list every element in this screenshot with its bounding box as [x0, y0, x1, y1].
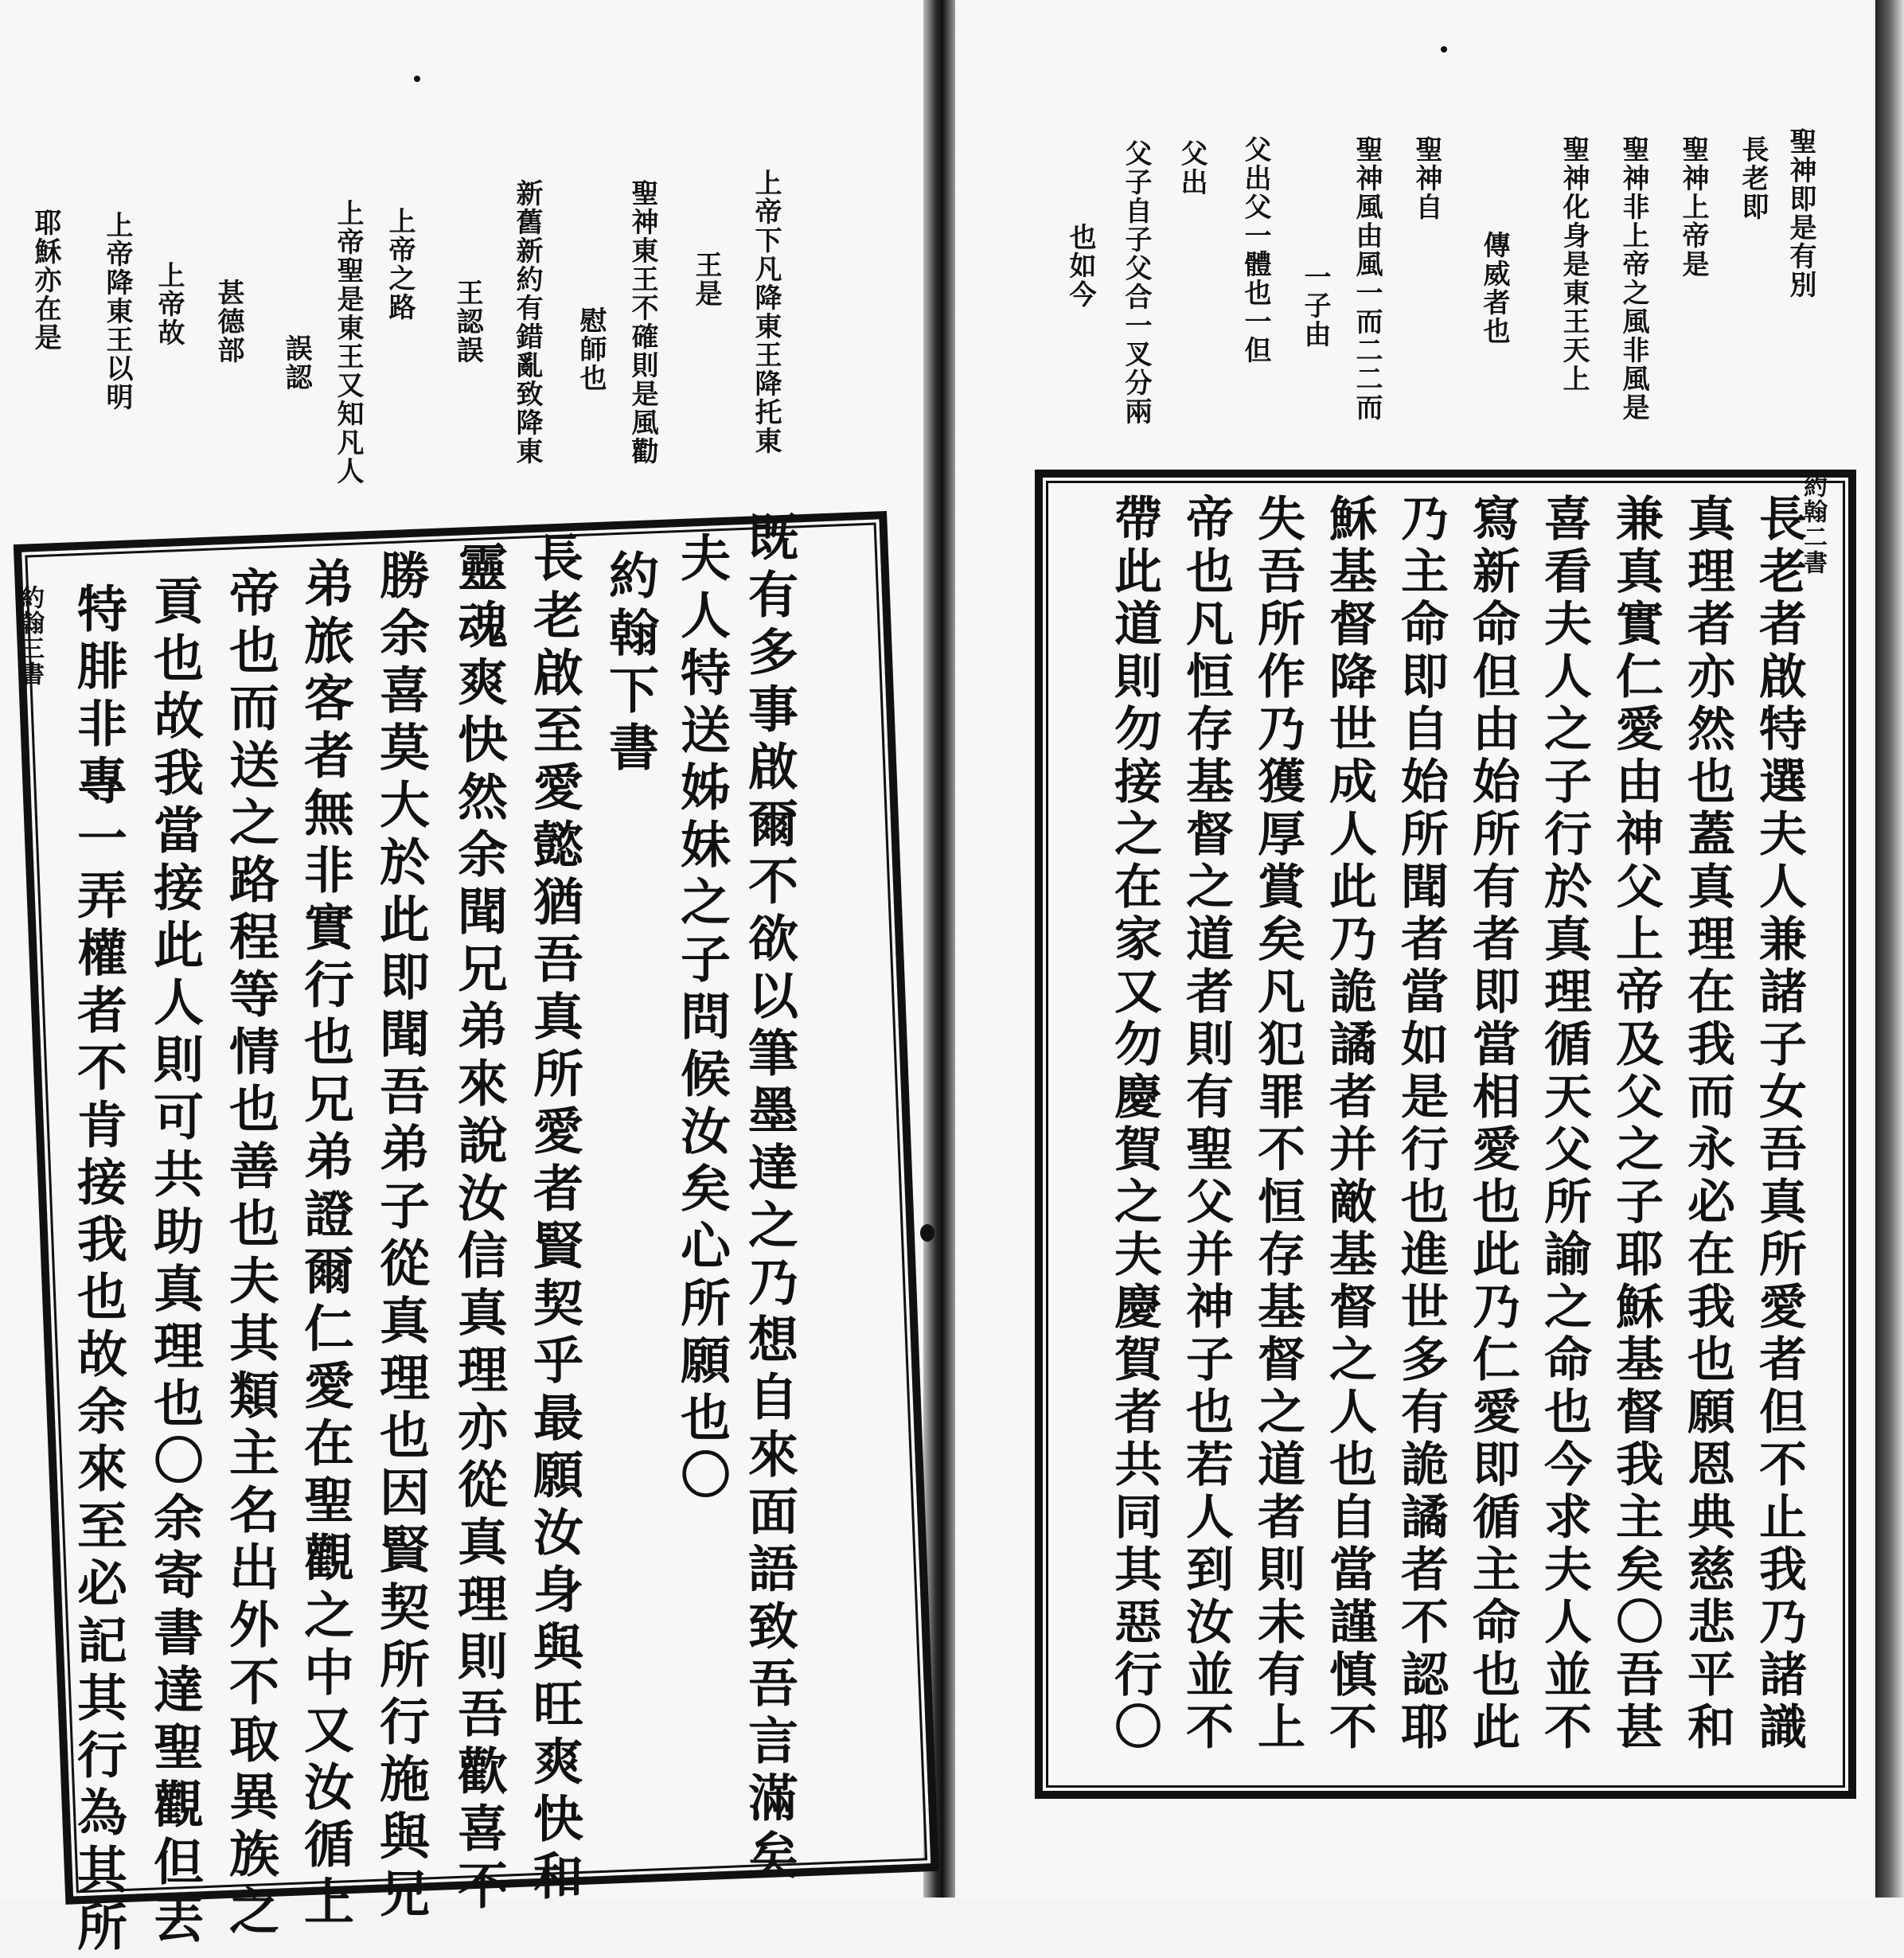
right-annotation: 聖神自 [1410, 135, 1442, 221]
left-main-column: 帝也而送之路程等情也善也夫其類主名出外不取異族之 [221, 567, 280, 1942]
right-annotation: 長老即 [1737, 135, 1769, 221]
left-main-column: 特腓非專一弄權者不肯接我也故余來至必記其行為其所 [69, 583, 128, 1958]
page-edge [1875, 0, 1904, 1898]
left-annotation: 聖神東王不確則是風勸 [626, 179, 658, 466]
left-main-column: 夫人特送姊妹之子問候汝矣心所願也〇 [673, 532, 732, 1506]
left-main-column: 靈魂爽快然余聞兄弟來說汝信真理亦從真理則吾歡喜不 [450, 541, 509, 1917]
left-annotation: 王是 [690, 251, 722, 308]
right-main-column: 兼真實仁愛由神父上帝及父之子耶穌基督我主矣〇吾甚 [1608, 493, 1664, 1754]
ink-speck [414, 76, 420, 82]
right-main-column: 帶此道則勿接之在家又勿慶賀之夫慶賀者共同其惡行〇 [1106, 493, 1162, 1754]
left-main-column: 勝余喜莫大於此即聞吾弟子從真理也因賢契所行施與兄 [372, 549, 431, 1925]
right-annotation: 也如今 [1064, 223, 1096, 309]
left-annotation: 上帝聖是東王又知凡人 [332, 199, 364, 486]
right-annotation: 聖神上帝是 [1677, 135, 1709, 279]
ink-speck [1441, 46, 1447, 53]
left-annotation: 耶穌亦在是 [29, 209, 61, 352]
left-annotation: 上帝下凡降東王降托東 [750, 169, 782, 455]
right-main-column: 失吾所作乃獲厚賞矣凡犯罪不恒存基督之道者則未有上 [1250, 493, 1305, 1754]
left-annotation: 甚德部 [213, 279, 244, 365]
right-annotation: 聖神非上帝之風非風是 [1617, 135, 1649, 422]
right-annotation: 父出 [1176, 139, 1208, 197]
ink-speck [920, 1224, 934, 1242]
left-main-column: 弟旅客者無非實行也兄弟證爾仁愛在聖觀之中又汝循上 [296, 557, 355, 1933]
left-main-column: 既有多事啟爾不欲以筆墨達之乃想自來面語致吾言滿矣 [740, 511, 799, 1886]
right-annotation: 聖神風由風一而二二而 [1351, 135, 1383, 422]
left-main-column: 貢也故我當接此人則可共助真理也〇余寄書達聖觀但丟 [146, 575, 205, 1950]
right-margin-label: 約翰二書 [1799, 474, 1827, 575]
left-annotation: 上帝之路 [384, 207, 416, 322]
left-annotation: 新舊新約有錯亂致降東 [511, 179, 543, 466]
right-main-column: 穌基督降世成人此乃詭譎者并敵基督之人也自當謹慎不 [1321, 493, 1377, 1754]
left-annotation: 王認誤 [451, 279, 483, 365]
right-main-column: 帝也凡恒存基督之道者則有聖父并神子也若人到汝並不 [1178, 493, 1234, 1754]
right-annotation: 一子由 [1299, 263, 1331, 349]
right-annotation: 聖神化身是東王天上 [1558, 135, 1590, 393]
left-annotation: 慰師也 [575, 306, 607, 392]
right-annotation: 聖神即是有別 [1785, 127, 1816, 299]
right-main-column: 乃主命即自始所聞者當如是行也進世多有詭譎者不認耶 [1393, 493, 1449, 1754]
left-margin-label: 約翰三書 [16, 585, 44, 687]
right-annotation: 父子自子父合一叉分兩 [1120, 139, 1152, 426]
left-annotation: 上帝故 [153, 261, 185, 347]
left-annotation: 誤認 [280, 334, 312, 392]
right-annotation: 傳威者也 [1478, 231, 1510, 345]
right-main-column: 喜看夫人之子行於真理循天父所諭之命也今求夫人並不 [1536, 493, 1592, 1754]
left-main-column: 長老啟至愛懿猶吾真所愛者賢契乎最願汝身與旺爽快和 [525, 532, 584, 1907]
right-main-column: 長老者啟特選夫人兼諸子女吾真所愛者但不止我乃諸識 [1751, 493, 1807, 1754]
right-main-column: 真理者亦然也蓋真理在我而永必在我也願恩典慈悲平和 [1680, 493, 1735, 1754]
right-main-column: 寫新命但由始所有者即當相愛也此乃仁愛即循主命也此 [1465, 493, 1520, 1754]
right-annotation: 父出父一體也一但 [1239, 135, 1271, 365]
left-main-column: 約翰下書 [601, 549, 660, 778]
left-annotation: 上帝降東王以明 [101, 211, 133, 411]
